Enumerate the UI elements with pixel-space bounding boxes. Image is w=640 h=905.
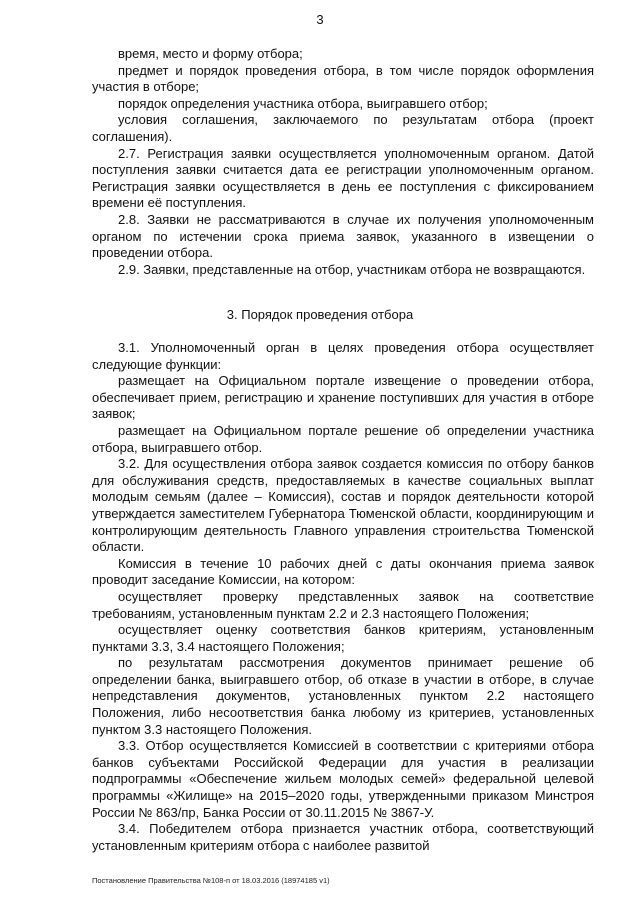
page-number: 3 (316, 12, 324, 27)
paragraph: размещает на Официальном портале извещение о проведении отбора, обеспечивает прием, регистрацию и хранение поступивших для участия в отборе заявок; (92, 373, 594, 422)
paragraph: 3.2. Для осуществления отбора заявок создается комиссия по отбору банков для обслуживания средств, предоставляемых в качестве социальных выплат молодым семьям (далее – Комиссия), состав и порядок деятельности которой утверждается заместителем Губернатора Тюменской области, координирующим и контролирующим деятельность Главного управления строительства Тюменской области. (92, 456, 594, 555)
paragraph: предмет и порядок проведения отбора, в том числе порядок оформления участия в отборе; (92, 62, 594, 95)
paragraph: размещает на Официальном портале решение об определении участника отбора, выигравшего отбор. (92, 422, 594, 455)
paragraph: 3.4. Победителем отбора признается участник отбора, соответствующий установленным критериям отбора с наиболее развитой (92, 821, 594, 853)
body-text-section (92, 340, 594, 854)
paragraph: по результатам рассмотрения документов принимает решение об определении банка, выигравшего отбор, об отказе в участии в отборе, в случае непредставления документов, установленных пунктом 2.2 настоящего Положения, либо несоответствия банка любому из критериев, установленных пунктом 3.3 настоящего Положения. (92, 655, 594, 737)
paragraph: условия соглашения, заключаемого по результатам отбора (проект соглашения). (92, 112, 594, 144)
document-footer: Постановление Правительства №108-п от 18.03.2016 (18974185 v1) (92, 876, 330, 885)
paragraph: 2.8. Заявки не рассматриваются в случае их получения уполномоченным органом по истечении срока приема заявок, указанного в извещении о проведении отбора. (92, 211, 594, 261)
paragraph: 3.3. Отбор осуществляется Комиссией в соответствии с критериями отбора банков субъектами Российской Федерации для участия в реализации подпрограммы «Обеспечение жильем молодых семей» федеральной целевой программы «Жилище» на 2015–2020 годы, утвержденными приказом Минстроя России № 863/пр, Банка России от 30.11.2015 № 3867-У. (92, 738, 594, 820)
paragraph: 2.9. Заявки, представленные на отбор, участникам отбора не возвращаются. (118, 261, 586, 277)
paragraph: порядок определения участника отбора, выигравшего отбор; (118, 95, 488, 111)
paragraph: 3.1. Уполномоченный орган в целях проведения отбора осуществляет следующие функции: (92, 340, 594, 372)
body-text-top (92, 46, 594, 278)
paragraph: осуществляет оценку соответствия банков критериям, установленным пунктами 3.3, 3.4 настоящего Положения; (92, 622, 594, 654)
paragraph: осуществляет проверку представленных заявок на соответствие требованиям, установленным пунктам 2.2 и 2.3 настоящего Положения; (92, 588, 594, 621)
paragraph: время, место и форму отбора; (118, 46, 303, 61)
paragraph: 2.7. Регистрация заявки осуществляется уполномоченным органом. Датой поступления заявки считается дата ее регистрации уполномоченным органом. Регистрация заявки осуществляется в день ее поступления с фиксированием времени её поступления. (92, 145, 594, 211)
section-title: 3. Порядок проведения отбора (226, 307, 414, 322)
paragraph: Комиссия в течение 10 рабочих дней с даты окончания приема заявок проводит заседание Комиссии, на котором: (92, 555, 594, 588)
